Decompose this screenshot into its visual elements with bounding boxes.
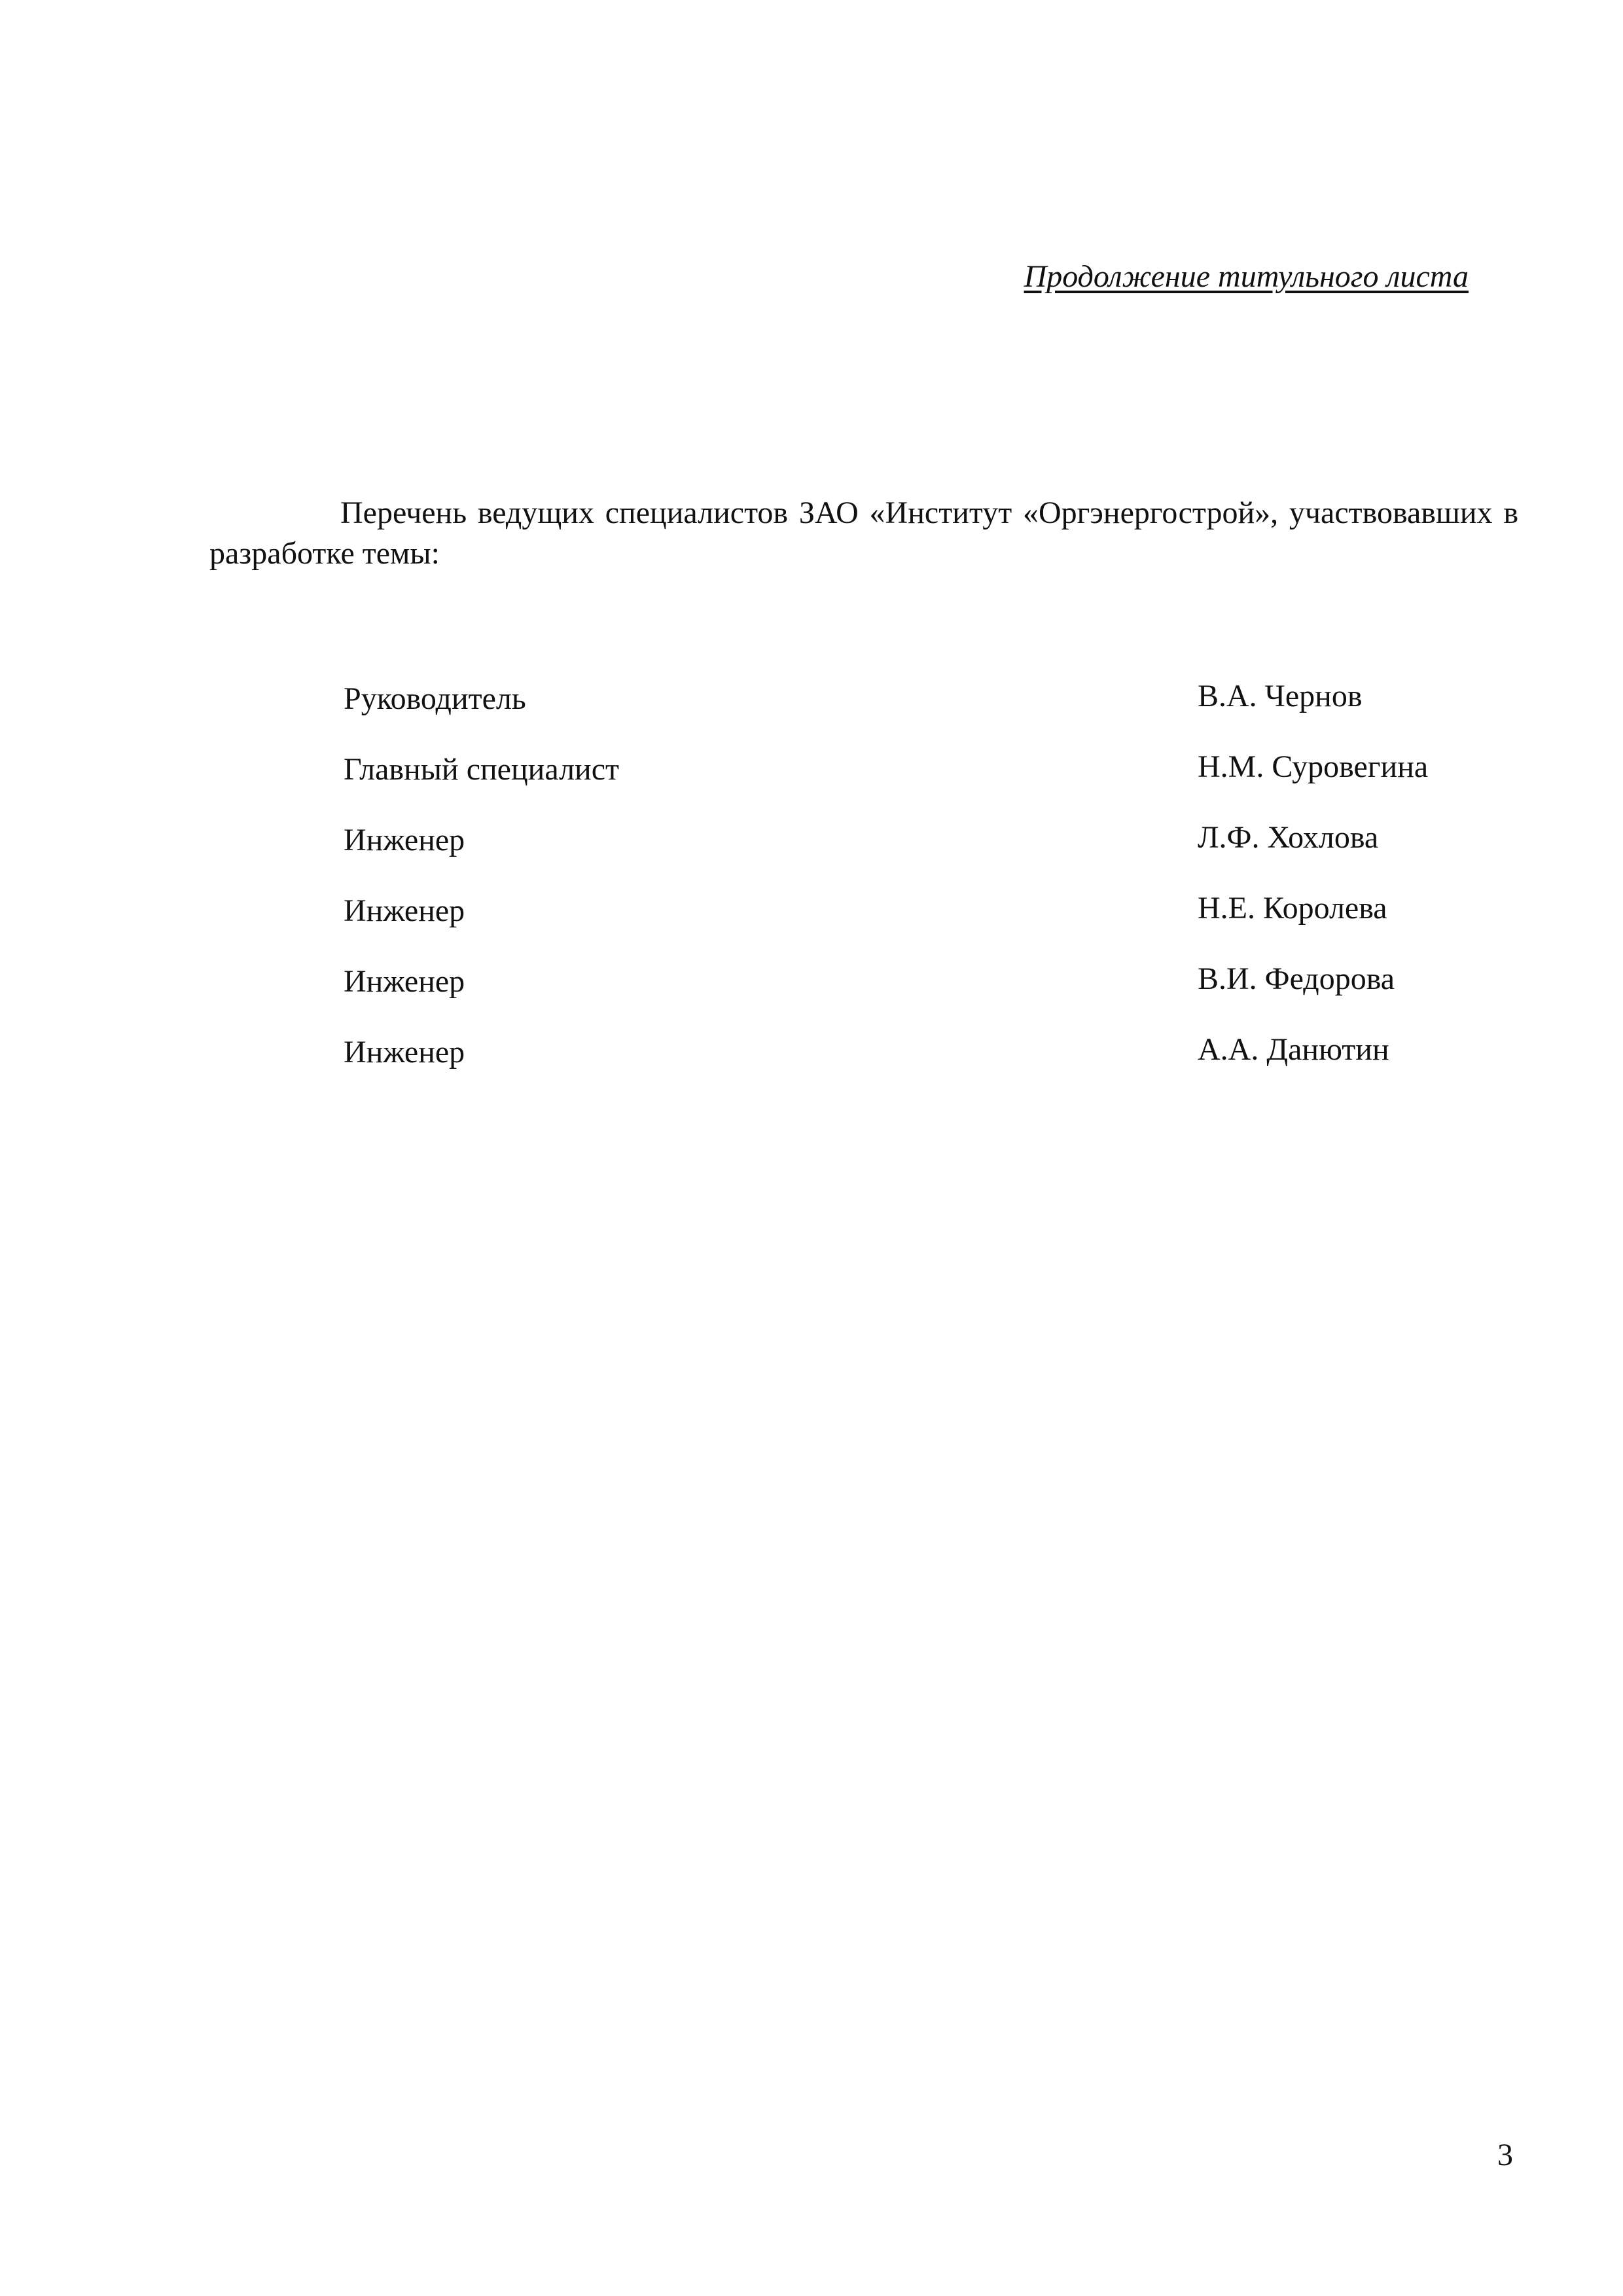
staff-role: Руководитель <box>344 681 526 716</box>
continuation-heading: Продолжение титульного листа <box>1024 259 1469 294</box>
staff-row <box>344 822 1535 893</box>
staff-role: Инженер <box>344 1035 465 1069</box>
staff-name: В.А. Чернов <box>1198 679 1363 713</box>
staff-role: Инженер <box>344 964 465 999</box>
staff-name: Н.Е. Королева <box>1198 891 1387 925</box>
staff-role: Главный специалист <box>344 752 620 787</box>
page-number: 3 <box>1497 2138 1513 2172</box>
staff-list <box>344 681 1535 1105</box>
staff-name: В.И. Федорова <box>1198 961 1395 996</box>
staff-row <box>344 751 1535 822</box>
staff-name: Н.М. Суровегина <box>1198 749 1429 784</box>
staff-row <box>344 1034 1535 1105</box>
staff-name: А.А. Данютин <box>1198 1032 1389 1067</box>
intro-paragraph: Перечень ведущих специалистов ЗАО «Институт «Оргэнергострой», участвовавших в разработке темы: <box>209 495 1518 571</box>
staff-row <box>344 681 1535 751</box>
staff-row <box>344 963 1535 1034</box>
staff-role: Инженер <box>344 893 465 928</box>
staff-row <box>344 893 1535 963</box>
staff-role: Инженер <box>344 823 465 857</box>
staff-name: Л.Ф. Хохлова <box>1198 820 1379 855</box>
